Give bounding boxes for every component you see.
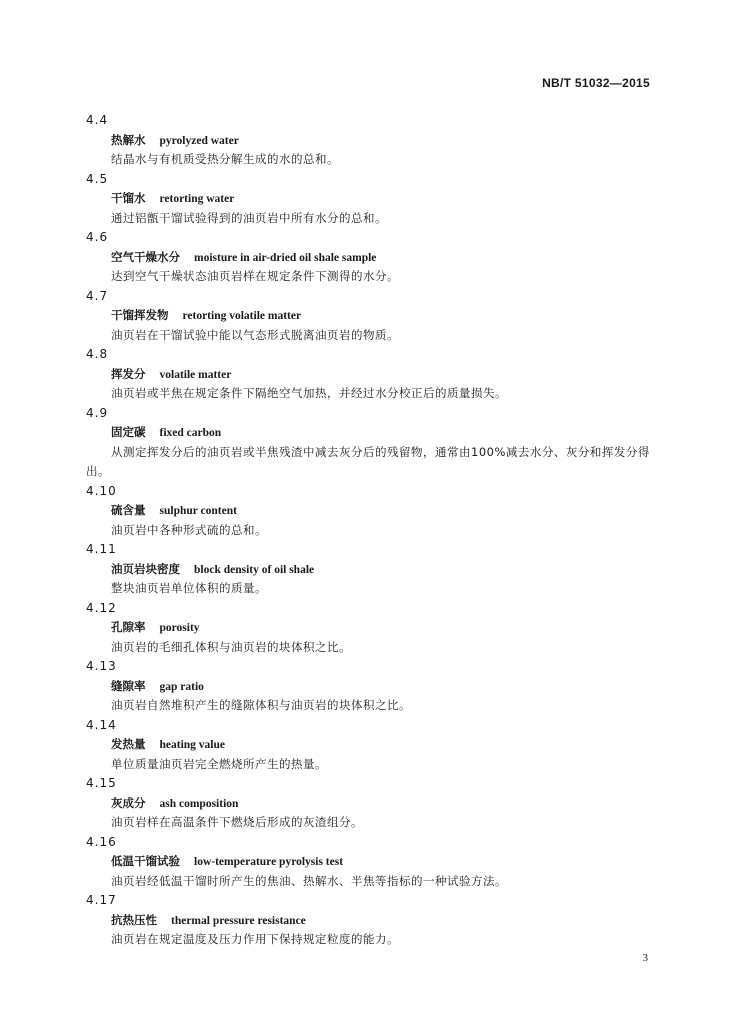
term-title (86, 911, 661, 931)
term-zh: 挥发分 (111, 366, 146, 381)
term-definition: 油页岩经低温干馏时所产生的焦油、热解水、半焦等指标的一种试验方法。 (111, 873, 507, 888)
term-definition: 油页岩或半焦在规定条件下隔绝空气加热，并经过水分校正后的质量损失。 (111, 386, 507, 400)
term-definition: 通过铝甑干馏试验得到的油页岩中所有水分的总和。 (111, 210, 387, 225)
term-en: sulphur content (159, 505, 237, 517)
term-en: thermal pressure resistance (171, 914, 306, 927)
term-en: pyrolyzed water (159, 134, 239, 147)
term-zh: 抗热压性 (111, 912, 157, 927)
term-number: 4.14 (86, 717, 117, 732)
term-number: 4.7 (86, 288, 109, 303)
term-en: porosity (159, 622, 200, 634)
term-zh: 热解水 (111, 132, 146, 147)
term-en: volatile matter (159, 368, 232, 381)
term-zh: 孔隙率 (111, 620, 146, 634)
term-4-7 (86, 287, 661, 346)
term-en: gap ratio (159, 680, 204, 693)
term-definition: 油页岩自然堆积产生的缝隙体积与油页岩的块体积之比。 (111, 698, 411, 712)
term-number: 4.15 (86, 776, 117, 790)
term-definition: 油页岩的毛细孔体积与油页岩的块体积之比。 (111, 639, 351, 654)
page-number: 3 (642, 952, 648, 964)
term-en: fixed carbon (159, 427, 222, 439)
term-title (86, 735, 661, 755)
term-definition: 油页岩在规定温度及压力作用下保持规定粒度的能力。 (111, 932, 399, 946)
term-4-17 (86, 891, 661, 950)
term-zh: 硫含量 (111, 503, 146, 517)
term-4-13 (86, 657, 661, 716)
term-number: 4.17 (86, 893, 117, 907)
term-title (86, 794, 661, 814)
term-4-12 (86, 599, 661, 658)
term-zh: 油页岩块密度 (111, 561, 180, 576)
term-4-6 (86, 228, 661, 287)
term-zh: 灰成分 (111, 795, 146, 810)
term-4-8 (86, 345, 661, 404)
term-definition: 整块油页岩单位体积的质量。 (111, 581, 267, 595)
term-number: 4.11 (86, 542, 117, 556)
term-en: block density of oil shale (194, 563, 315, 576)
term-definition: 从测定挥发分后的油页岩或半焦残渣中减去灰分后的残留物，通常由100%减去水分、灰分和挥发分得出。 (86, 444, 650, 478)
term-title (86, 189, 661, 209)
term-title (86, 618, 661, 638)
term-title (86, 852, 661, 872)
term-number: 4.8 (86, 347, 109, 361)
term-zh: 干馏水 (111, 191, 146, 205)
term-4-5 (86, 170, 661, 229)
term-4-4 (86, 111, 661, 170)
term-title (86, 423, 661, 443)
term-number: 4.16 (86, 834, 117, 849)
term-number: 4.12 (86, 600, 117, 615)
terms-list (86, 111, 661, 950)
term-number: 4.4 (86, 113, 109, 127)
term-number: 4.10 (86, 483, 117, 498)
term-title (86, 365, 661, 385)
term-en: retorting volatile matter (182, 310, 302, 322)
term-en: retorting water (159, 193, 235, 205)
term-en: moisture in air-dried oil shale sample (194, 251, 377, 264)
term-number: 4.5 (86, 171, 109, 186)
term-title (86, 306, 661, 326)
term-en: ash composition (159, 797, 239, 810)
term-zh: 固定碳 (111, 425, 146, 439)
term-definition: 结晶水与有机质受热分解生成的水的总和。 (111, 152, 339, 166)
term-definition: 油页岩中各种形式硫的总和。 (111, 522, 267, 537)
term-definition: 油页岩在干馏试验中能以气态形式脱离油页岩的物质。 (111, 327, 399, 342)
term-zh: 缝隙率 (111, 678, 146, 693)
term-title (86, 501, 661, 521)
term-number: 4.6 (86, 230, 109, 244)
term-zh: 空气干燥水分 (111, 249, 180, 264)
term-title (86, 560, 661, 580)
term-4-9 (86, 404, 661, 482)
term-4-10 (86, 482, 661, 541)
term-number: 4.9 (86, 405, 109, 420)
term-title (86, 248, 661, 268)
term-zh: 发热量 (111, 737, 146, 751)
term-zh: 干馏挥发物 (111, 308, 169, 322)
term-4-16 (86, 833, 661, 892)
term-title (86, 131, 661, 151)
term-definition: 单位质量油页岩完全燃烧所产生的热量。 (111, 756, 327, 771)
term-4-11 (86, 540, 661, 599)
term-zh: 低温干馏试验 (111, 854, 180, 868)
term-en: heating value (159, 739, 225, 751)
term-definition: 达到空气干燥状态油页岩样在规定条件下测得的水分。 (111, 269, 399, 283)
term-definition: 油页岩样在高温条件下燃烧后形成的灰渣组分。 (111, 815, 363, 829)
term-4-14 (86, 716, 661, 775)
term-4-15 (86, 774, 661, 833)
term-number: 4.13 (86, 659, 117, 673)
term-en: low-temperature pyrolysis test (194, 856, 344, 868)
term-title (86, 677, 661, 697)
standard-number-header: NB/T 51032—2015 (542, 76, 650, 90)
